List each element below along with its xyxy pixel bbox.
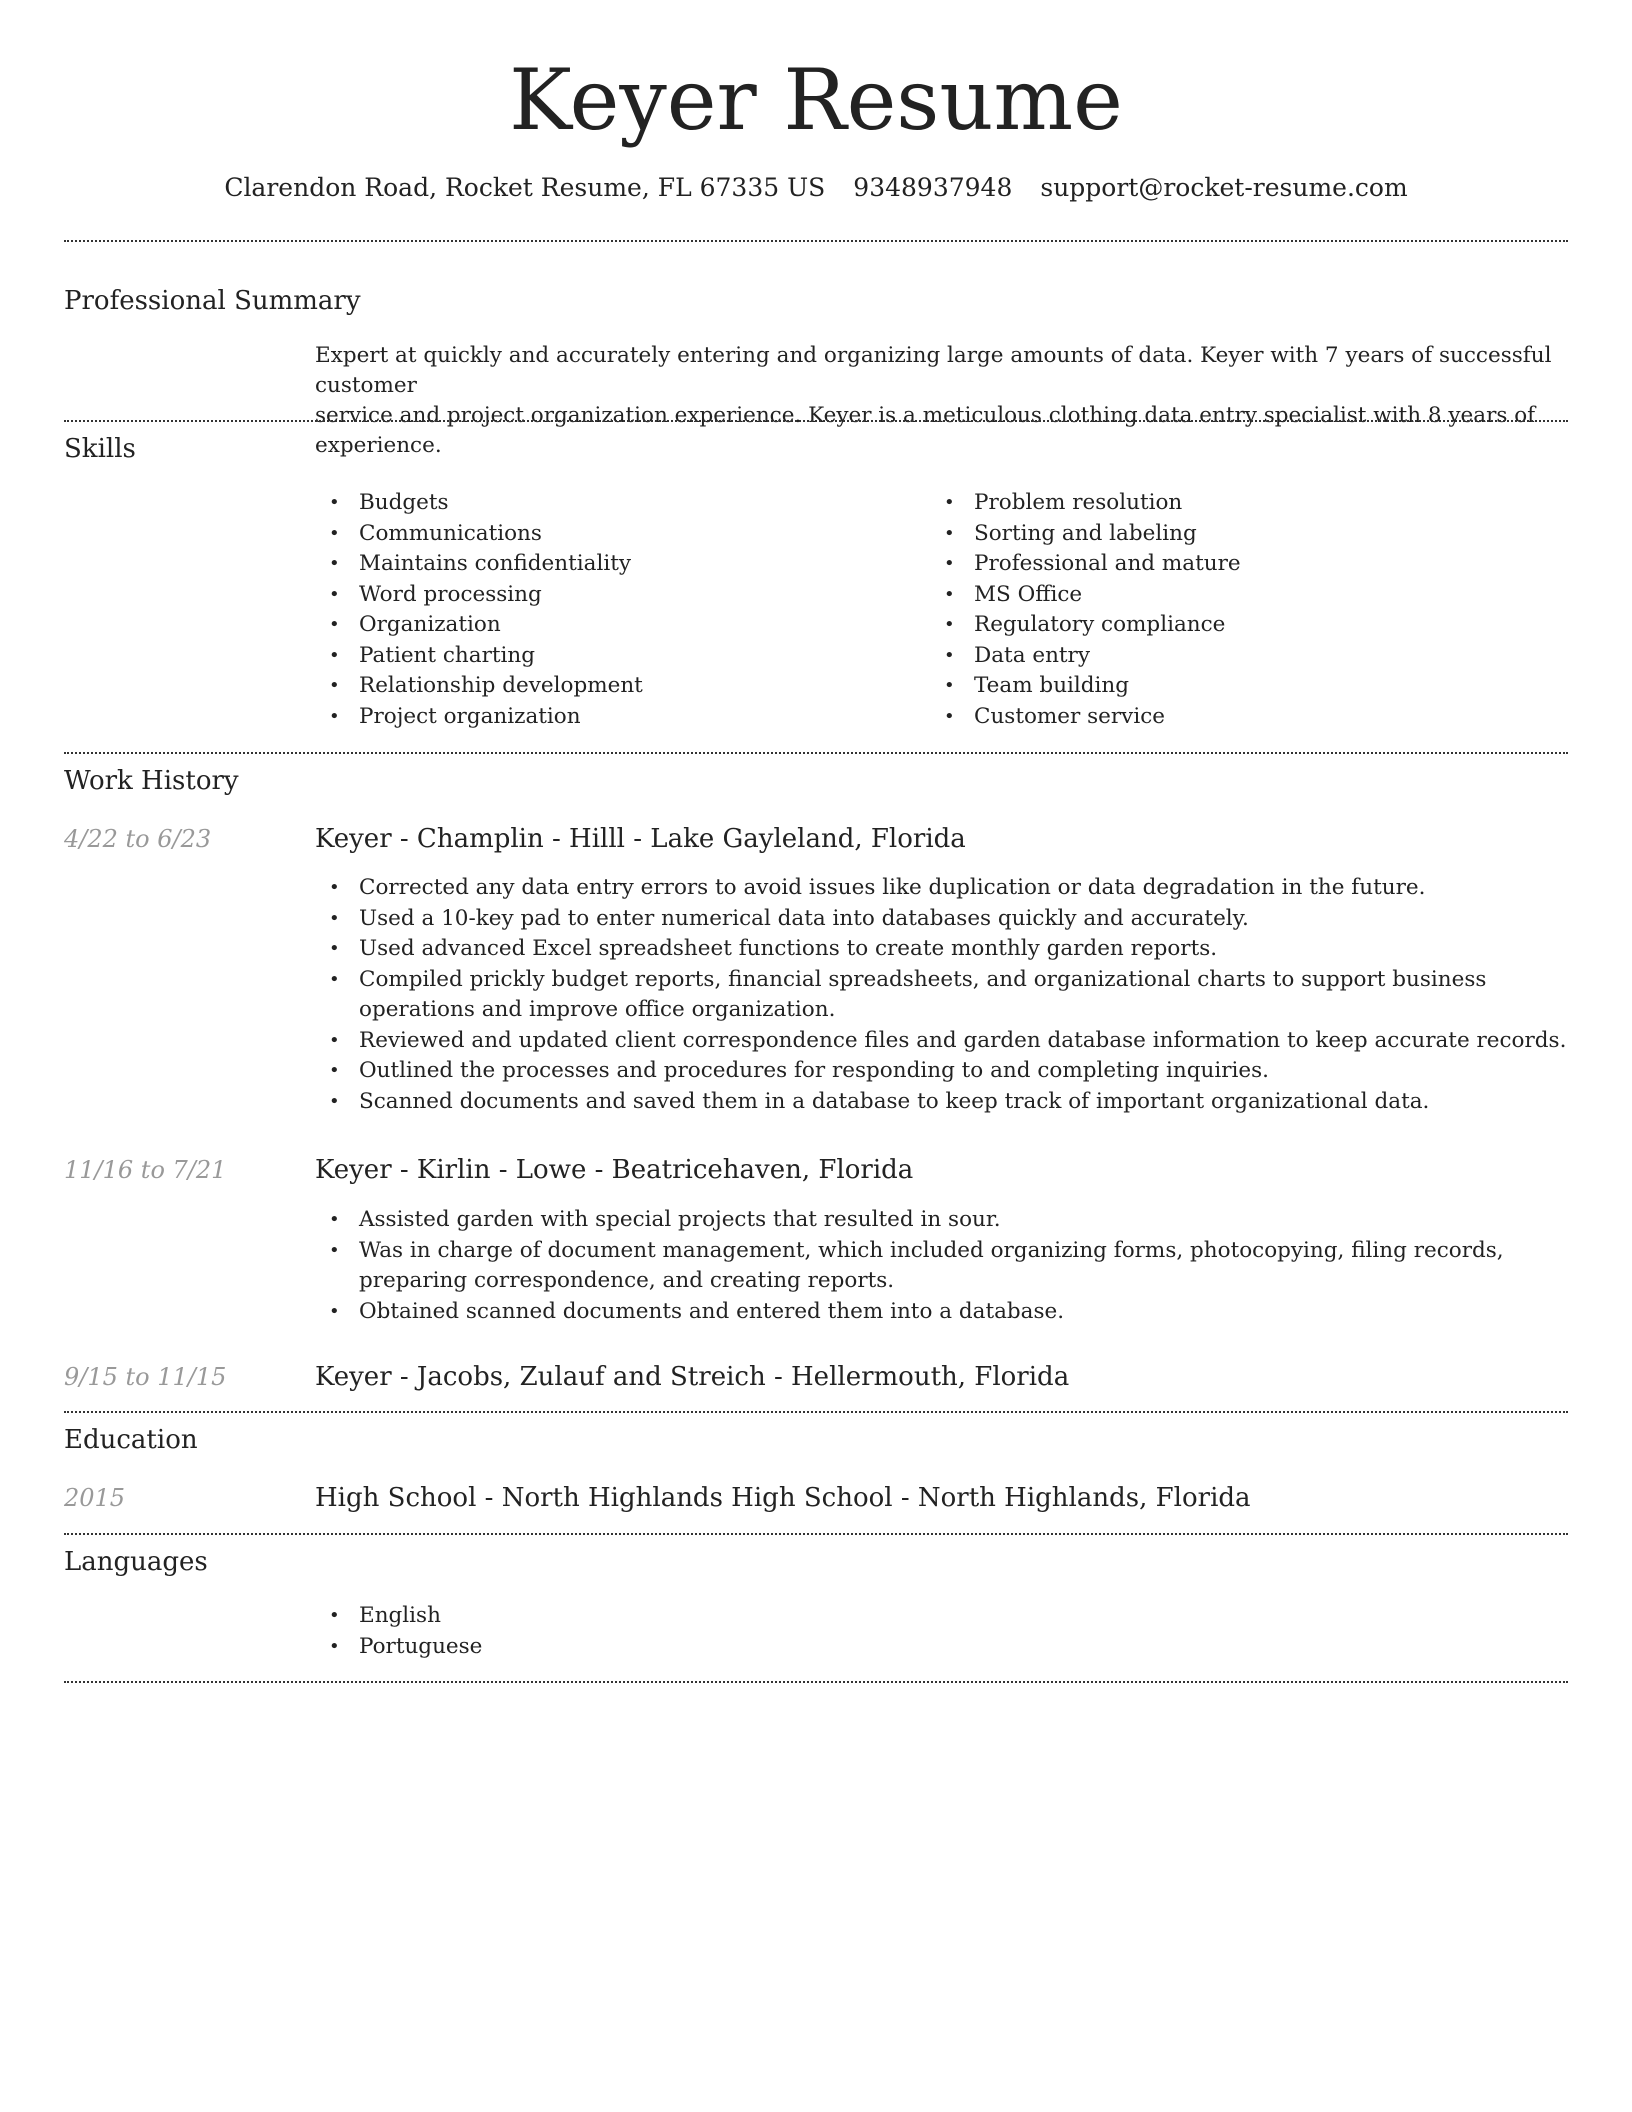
skill-item: • Word processing — [315, 580, 915, 611]
education-school: - North Highlands High School - North Highlands, Florida — [476, 1483, 1251, 1513]
education-entry — [315, 1480, 1251, 1516]
job-heading: Keyer - Champlin - Hilll - Lake Gayleland, Florida — [315, 824, 966, 854]
job-bullets — [315, 873, 1568, 1117]
divider — [64, 420, 1568, 422]
divider — [64, 1681, 1568, 1683]
job-bullet: • Used advanced Excel spreadsheet functions to create monthly garden reports. — [315, 934, 1568, 965]
job-heading: Keyer - Kirlin - Lowe - Beatricehaven, Florida — [315, 1155, 914, 1185]
languages-title: Languages — [64, 1547, 208, 1577]
job-bullet: • Assisted garden with special projects that resulted in sour. — [315, 1205, 1568, 1236]
skill-item: • Project organization — [315, 702, 915, 733]
job-bullet: • Outlined the processes and procedures for responding to and completing inquiries. — [315, 1056, 1568, 1087]
job-bullet: • Reviewed and updated client correspondence files and garden database information to keep accurate records. — [315, 1026, 1568, 1057]
education-degree: High School — [315, 1483, 477, 1513]
contact-email: support@rocket-resume.com — [1040, 173, 1408, 202]
language-item: • Portuguese — [315, 1632, 915, 1663]
job-bullet: • Scanned documents and saved them in a database to keep track of important organizational data. — [315, 1087, 1568, 1118]
skill-item: • Problem resolution — [930, 488, 1530, 519]
skill-item: • Maintains confidentiality — [315, 549, 915, 580]
contact-phone: 9348937948 — [853, 173, 1013, 202]
summary-line: Expert at quickly and accurately entering and organizing large amounts of data. Keyer with 7 years of successful customer — [315, 343, 1552, 398]
summary-text — [315, 341, 1568, 461]
education-date: 2015 — [64, 1484, 126, 1512]
skill-item: • Patient charting — [315, 641, 915, 672]
skill-item: • Team building — [930, 671, 1530, 702]
skill-item: • Relationship development — [315, 671, 915, 702]
language-item: • English — [315, 1601, 915, 1632]
skill-item: • Customer service — [930, 702, 1530, 733]
contact-line — [64, 168, 1568, 208]
skills-title: Skills — [64, 434, 136, 464]
skill-item: • Regulatory compliance — [930, 610, 1530, 641]
summary-title: Professional Summary — [64, 286, 361, 316]
job-bullet: • Used a 10-key pad to enter numerical data into databases quickly and accurately. — [315, 904, 1568, 935]
divider — [64, 752, 1568, 754]
contact-address: Clarendon Road, Rocket Resume, FL 67335 US — [224, 173, 826, 202]
job-date: 9/15 to 11/15 — [64, 1363, 227, 1391]
education-title: Education — [64, 1425, 198, 1455]
skill-item: • Data entry — [930, 641, 1530, 672]
skill-item: • MS Office — [930, 580, 1530, 611]
job-heading: Keyer - Jacobs, Zulauf and Streich - Hellermouth, Florida — [315, 1362, 1070, 1392]
job-bullet: • Was in charge of document management, which included organizing forms, photocopying, filing records, preparing correspondence, and creating reports. — [315, 1236, 1568, 1297]
divider — [64, 240, 1568, 242]
skill-item: • Communications — [315, 519, 915, 550]
divider — [64, 1533, 1568, 1535]
job-date: 4/22 to 6/23 — [64, 825, 212, 853]
job-date: 11/16 to 7/21 — [64, 1156, 227, 1184]
job-bullets — [315, 1205, 1568, 1327]
skills-list-right — [930, 488, 1530, 732]
resume-name: Keyer Resume — [509, 51, 1123, 149]
summary-line: service and project organization experience. Keyer is a meticulous clothing data entry specialist with 8 years of experience. — [315, 403, 1536, 458]
job-bullet: • Corrected any data entry errors to avoid issues like duplication or data degradation in the future. — [315, 873, 1568, 904]
skill-item: • Professional and mature — [930, 549, 1530, 580]
skill-item: • Budgets — [315, 488, 915, 519]
skill-item: • Sorting and labeling — [930, 519, 1530, 550]
job-bullet: • Compiled prickly budget reports, financial spreadsheets, and organizational charts to support business operations and improve office organization. — [315, 965, 1568, 1026]
divider — [64, 1411, 1568, 1413]
work-title: Work History — [64, 766, 239, 796]
skill-item: • Organization — [315, 610, 915, 641]
job-bullet: • Obtained scanned documents and entered them into a database. — [315, 1297, 1568, 1328]
languages-list — [315, 1601, 915, 1662]
skills-list-left — [315, 488, 915, 732]
